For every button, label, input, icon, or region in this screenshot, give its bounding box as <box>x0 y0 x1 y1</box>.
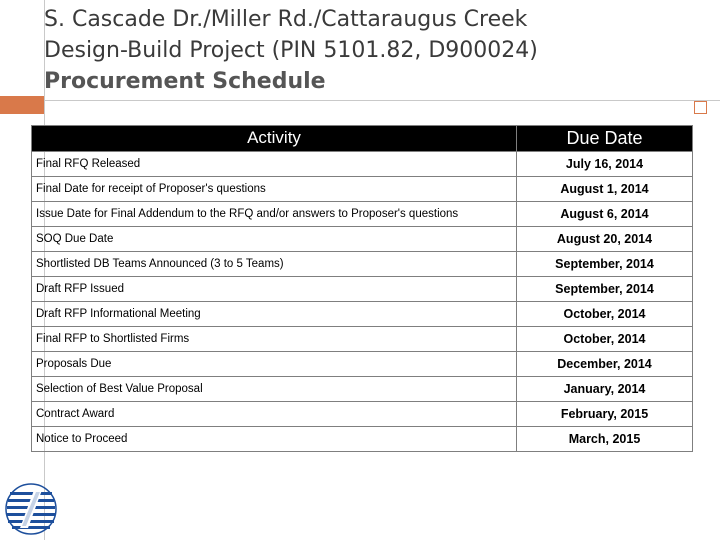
activity-cell: Draft RFP Informational Meeting <box>32 302 517 327</box>
table-row <box>32 377 693 402</box>
nysdot-logo-icon <box>4 482 58 536</box>
table-row <box>32 152 693 177</box>
due-date-cell: September, 2014 <box>517 277 693 302</box>
header-due-date: Due Date <box>517 126 693 152</box>
table-row <box>32 427 693 452</box>
activity-cell: SOQ Due Date <box>32 227 517 252</box>
activity-cell: Proposals Due <box>32 352 517 377</box>
due-date-cell: October, 2014 <box>517 327 693 352</box>
accent-square <box>694 101 707 114</box>
activity-cell: Issue Date for Final Addendum to the RFQ and/or answers to Proposer's questions <box>32 202 517 227</box>
due-date-cell: October, 2014 <box>517 302 693 327</box>
activity-cell: Notice to Proceed <box>32 427 517 452</box>
title-line-3: Procurement Schedule <box>44 69 326 94</box>
table-row <box>32 302 693 327</box>
header-activity: Activity <box>32 126 517 152</box>
due-date-cell: July 16, 2014 <box>517 152 693 177</box>
slide-title <box>44 4 684 97</box>
activity-cell: Selection of Best Value Proposal <box>32 377 517 402</box>
due-date-cell: March, 2015 <box>517 427 693 452</box>
table-header-row <box>32 126 693 152</box>
due-date-cell: December, 2014 <box>517 352 693 377</box>
activity-cell: Final Date for receipt of Proposer's questions <box>32 177 517 202</box>
activity-cell: Final RFP to Shortlisted Firms <box>32 327 517 352</box>
activity-cell: Final RFQ Released <box>32 152 517 177</box>
due-date-cell: September, 2014 <box>517 252 693 277</box>
table-row <box>32 227 693 252</box>
table-row <box>32 277 693 302</box>
title-line-1: S. Cascade Dr./Miller Rd./Cattaraugus Creek <box>44 7 528 32</box>
activity-cell: Shortlisted DB Teams Announced (3 to 5 Teams) <box>32 252 517 277</box>
activity-cell: Contract Award <box>32 402 517 427</box>
due-date-cell: February, 2015 <box>517 402 693 427</box>
due-date-cell: August 6, 2014 <box>517 202 693 227</box>
due-date-cell: August 1, 2014 <box>517 177 693 202</box>
table-row <box>32 402 693 427</box>
activity-cell: Draft RFP Issued <box>32 277 517 302</box>
due-date-cell: August 20, 2014 <box>517 227 693 252</box>
procurement-schedule-table <box>31 125 693 452</box>
table-row <box>32 327 693 352</box>
table-row <box>32 202 693 227</box>
title-divider <box>44 100 720 101</box>
title-line-2: Design-Build Project (PIN 5101.82, D900024) <box>44 38 538 63</box>
due-date-cell: January, 2014 <box>517 377 693 402</box>
table-row <box>32 177 693 202</box>
table-row <box>32 252 693 277</box>
accent-bar <box>0 96 44 114</box>
table-row <box>32 352 693 377</box>
